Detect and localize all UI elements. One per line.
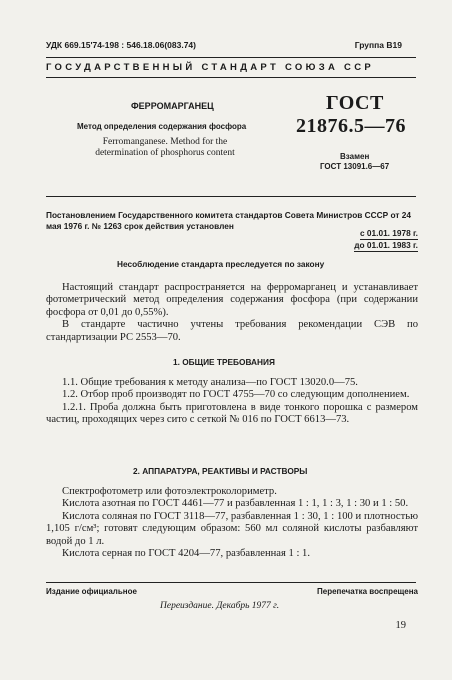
- penalty-notice: Несоблюдение стандарта преследуется по закону: [117, 259, 325, 269]
- section-1-paragraph-1: 1.1. Общие требования к методу анализа—по ГОСТ 13020.0—75.: [62, 377, 358, 388]
- section-2-body: [46, 486, 418, 560]
- reprint-prohibited: Перепечатка воспрещена: [317, 587, 418, 596]
- intro-paragraph-1: Настоящий стандарт распространяется на ферромарганец и устанавливает фотометрический метод определения содержания фосфора (при содержании фосфора от 0,01 до 0,55%).: [46, 282, 418, 318]
- gost-label: ГОСТ: [326, 92, 384, 114]
- replace-label: Взамен: [340, 152, 370, 161]
- intro-block: [46, 282, 418, 344]
- section-1-paragraph-3: 1.2.1. Проба должна быть приготовлена в виде тонкого порошка с размером частиц, проходящих через сито с сеткой № 016 по ГОСТ 6613—73.: [46, 401, 418, 426]
- date-from: с 01.01. 1978 г.: [360, 228, 418, 238]
- page-number: 19: [395, 620, 406, 631]
- udk-code: УДК 669.15'74-198 : 546.18.06(083.74): [46, 40, 196, 50]
- section-2-heading: 2. АППАРАТУРА, РЕАКТИВЫ И РАСТВОРЫ: [133, 466, 308, 476]
- section-1-paragraph-2: 1.2. Отбор проб производят по ГОСТ 4755—70 со следующим дополнением.: [62, 389, 410, 401]
- reissue-note: Переиздание. Декабрь 1977 г.: [160, 601, 280, 611]
- footer-rule: [46, 582, 416, 583]
- title-en: Ferromanganese. Method for the determination of phosphorus content: [95, 137, 235, 158]
- subtitle-ru: Метод определения содержания фосфора: [77, 122, 247, 131]
- group-code: Группа В19: [354, 40, 402, 50]
- intro-paragraph-2: В стандарте частично учтены требования рекомендации СЭВ по стандартизации РС 2553—70.: [46, 319, 418, 343]
- header-rule-bottom: [46, 77, 416, 78]
- official-edition: Издание официальное: [46, 587, 137, 596]
- title-rule: [46, 196, 416, 197]
- decree-text: Постановлением Государственного комитета стандартов Совета Министров СССР от 24 мая 1976 г. № 1263 срок действия установлен: [46, 210, 411, 231]
- date-to: до 01.01. 1983 г.: [354, 240, 418, 250]
- gost-number: 21876.5—76: [296, 115, 406, 137]
- replace-value: ГОСТ 13091.6—67: [320, 162, 390, 171]
- standard-bar: ГОСУДАРСТВЕННЫЙ СТАНДАРТ СОЮЗА ССР: [46, 62, 375, 73]
- section-2-paragraph-2: Кислота азотная по ГОСТ 4461—77 и разбавленная 1 : 1, 1 : 3, 1 : 30 и 1 : 50.: [62, 498, 409, 510]
- section-2-paragraph-4: Кислота серная по ГОСТ 4204—77, разбавленная 1 : 1.: [62, 548, 310, 560]
- section-1-heading: 1. ОБЩИЕ ТРЕБОВАНИЯ: [173, 357, 275, 367]
- section-2-paragraph-1: Спектрофотометр или фотоэлектроколориметр.: [62, 486, 277, 497]
- title-ru: ФЕРРОМАРГАНЕЦ: [131, 101, 214, 111]
- section-1-body: [46, 377, 418, 427]
- section-2-paragraph-3: Кислота соляная по ГОСТ 3118—77, разбавленная 1 : 30, 1 : 100 и плотностью 1,105 г/см³; готовят следующим образом: 560 мл соляной кислоты разбавляют водой до 1 л.: [46, 510, 418, 547]
- header-rule-top: [46, 57, 416, 58]
